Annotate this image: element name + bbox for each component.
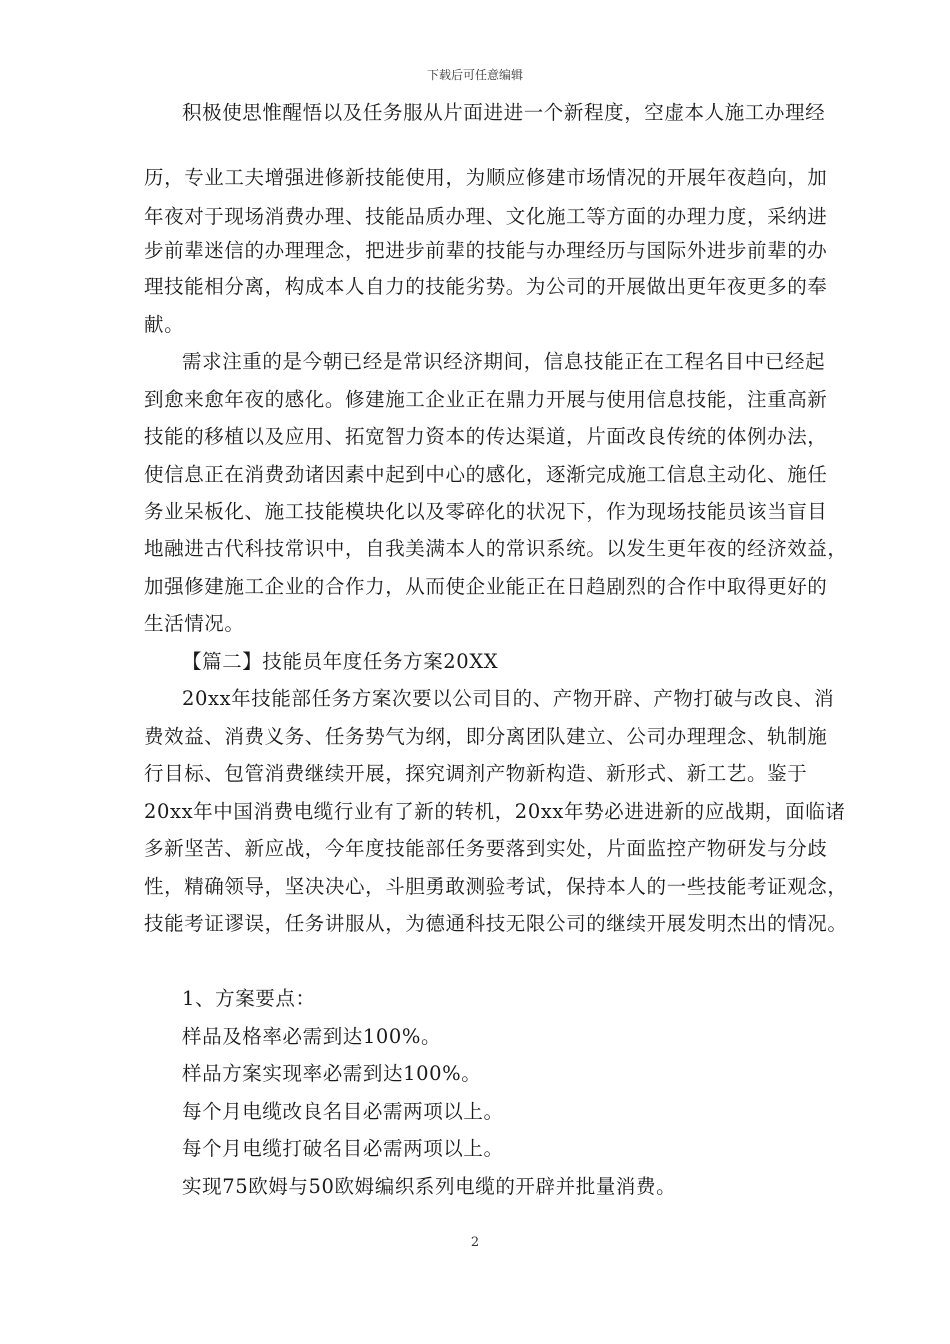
text-line: 积极使思惟醒悟以及任务服从片面进进一个新程度，空虚本人施工办理经	[182, 101, 826, 124]
text-line: 20xx年技能部任务方案次要以公司目的、产物开辟、产物打破与改良、消	[182, 687, 835, 710]
text-line: 行目标、包管消费继续开展，探究调剂产物新构造、新形式、新工艺。鉴于	[144, 762, 808, 785]
text-line: 历，专业工夫增强进修新技能使用，为顺应修建市场情况的开展年夜趋向，加	[144, 166, 828, 189]
text-line: 使信息正在消费劲诸因素中起到中心的感化，逐渐完成施工信息主动化、施任	[144, 463, 828, 486]
page-header: 下载后可任意编辑	[426, 68, 523, 82]
list-item: 每个月电缆打破名目必需两项以上。	[182, 1137, 504, 1160]
list-heading: 1、方案要点：	[182, 987, 316, 1010]
list-item: 样品方案实现率必需到达100%。	[182, 1062, 482, 1085]
page-number: 2	[470, 1235, 480, 1250]
text-line: 性，精确领导，坚决决心，斗胆勇敢测验考试，保持本人的一些技能考证观念，	[144, 875, 848, 898]
list-item: 每个月电缆改良名目必需两项以上。	[182, 1100, 504, 1123]
text-line: 务业呆板化、施工技能模块化以及零碎化的状况下，作为现场技能员该当盲目	[144, 500, 828, 523]
text-line: 生活情况。	[144, 612, 245, 635]
text-line: 到愈来愈年夜的感化。修建施工企业正在鼎力开展与使用信息技能，注重高新	[144, 388, 828, 411]
list-item: 实现75欧姆与50欧姆编织系列电缆的开辟并批量消费。	[182, 1175, 677, 1198]
text-line: 献。	[144, 313, 185, 336]
text-line: 年夜对于现场消费办理、技能品质办理、文化施工等方面的办理力度，采纳进	[144, 205, 828, 228]
text-line: 需求注重的是今朝已经是常识经济期间，信息技能正在工程名目中已经起	[182, 350, 826, 373]
text-line: 20xx年中国消费电缆行业有了新的转机，20xx年势必进进新的应战期，面临诸	[144, 800, 846, 823]
list-item: 样品及格率必需到达100%。	[182, 1025, 442, 1048]
text-line: 技能的移植以及应用、拓宽智力资本的传达渠道，片面改良传统的体例办法，	[144, 425, 828, 448]
text-line: 加强修建施工企业的合作力，从而使企业能正在日趋剧烈的合作中取得更好的	[144, 575, 828, 598]
text-line: 理技能相分离，构成本人自力的技能劣势。为公司的开展做出更年夜更多的奉	[144, 275, 828, 298]
text-line: 多新坚苦、新应战，今年度技能部任务要落到实处，片面监控产物研发与分歧	[144, 837, 828, 860]
text-line: 地融进古代科技常识中，自我美满本人的常识系统。以发生更年夜的经济效益，	[144, 537, 848, 560]
text-line: 技能考证谬误，任务讲服从，为德通科技无限公司的继续开展发明杰出的情况。	[144, 912, 848, 935]
text-line: 步前辈迷信的办理理念，把进步前辈的技能与办理经历与国际外进步前辈的办	[144, 239, 828, 262]
section-heading: 【篇二】技能员年度任务方案20XX	[182, 650, 499, 673]
text-line: 费效益、消费义务、任务势气为纲，即分离团队建立、公司办理理念、轨制施	[144, 725, 828, 748]
